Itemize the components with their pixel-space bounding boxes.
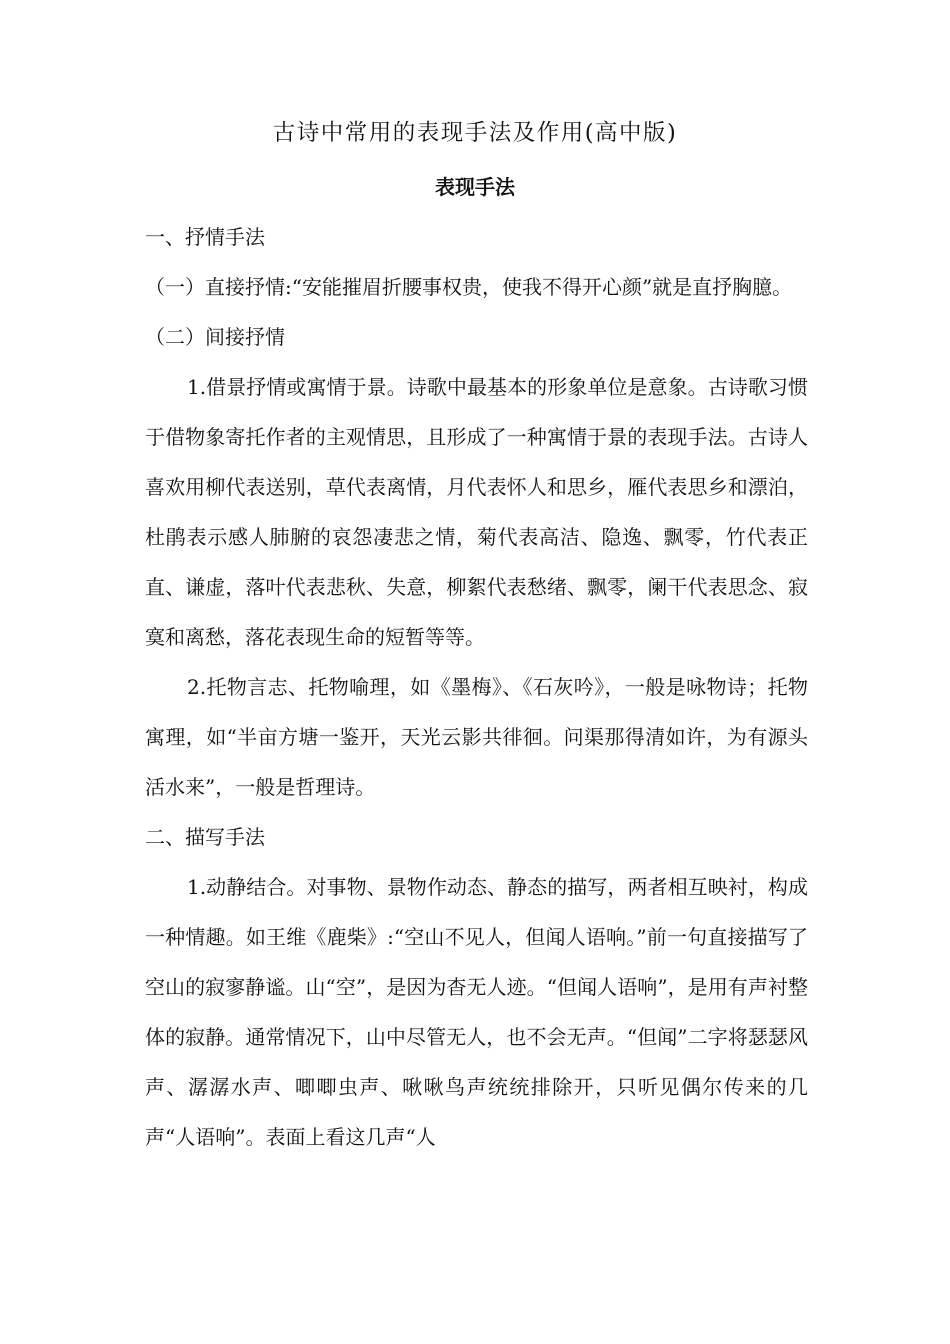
section-heading-description: 二、描写手法 — [145, 825, 265, 849]
document-subtitle: 表现手法 — [435, 175, 515, 199]
paragraph-direct-lyric: （一）直接抒情:“安能摧眉折腰事权贵，使我不得开心颜”就是直抒胸臆。 — [145, 275, 793, 299]
section-heading-lyric: 一、抒情手法 — [145, 225, 265, 249]
paragraph-scene-lyric: 1.借景抒情或寓情于景。诗歌中最基本的形象单位是意象。古诗歌习惯于借物象寄托作者的主观情思，且形成了一种寓情于景的表现手法。古诗人喜欢用柳代表送别，草代表离情，月代表怀人和思乡，雁代表思乡和漂泊，杜鹃表示感人肺腑的哀怨凄悲之情，菊代表高洁、隐逸、飘零，竹代表正直、谦虚，落叶代表悲秋、失意，柳絮代表愁绪、飘零，阑干代表思念、寂寞和离愁，落花表现生命的短暂等等。 — [145, 375, 808, 649]
document-title: 古诗中常用的表现手法及作用(高中版) — [272, 120, 678, 146]
document-body — [145, 212, 808, 1162]
paragraph-motion-stillness: 1.动静结合。对事物、景物作动态、静态的描写，两者相互映衬，构成一种情趣。如王维《鹿柴》:“空山不见人，但闻人语响。”前一句直接描写了空山的寂寥静谧。山“空”，是因为杳无人迹。“但闻人语响”，是用有声衬整体的寂静。通常情况下，山中尽管无人，也不会无声。“但闻”二字将瑟瑟风声、潺潺水声、唧唧虫声、啾啾鸟声统统排除开，只听见偶尔传来的几声“人语响”。表面上看这几声“人 — [145, 875, 808, 1149]
paragraph-object-lyric: 2.托物言志、托物喻理，如《墨梅》、《石灰吟》，一般是咏物诗；托物寓理，如“半亩方塘一鉴开，天光云影共徘徊。问渠那得清如许，为有源头活水来”，一般是哲理诗。 — [145, 675, 808, 799]
subheading-indirect-lyric: （二）间接抒情 — [145, 325, 285, 349]
